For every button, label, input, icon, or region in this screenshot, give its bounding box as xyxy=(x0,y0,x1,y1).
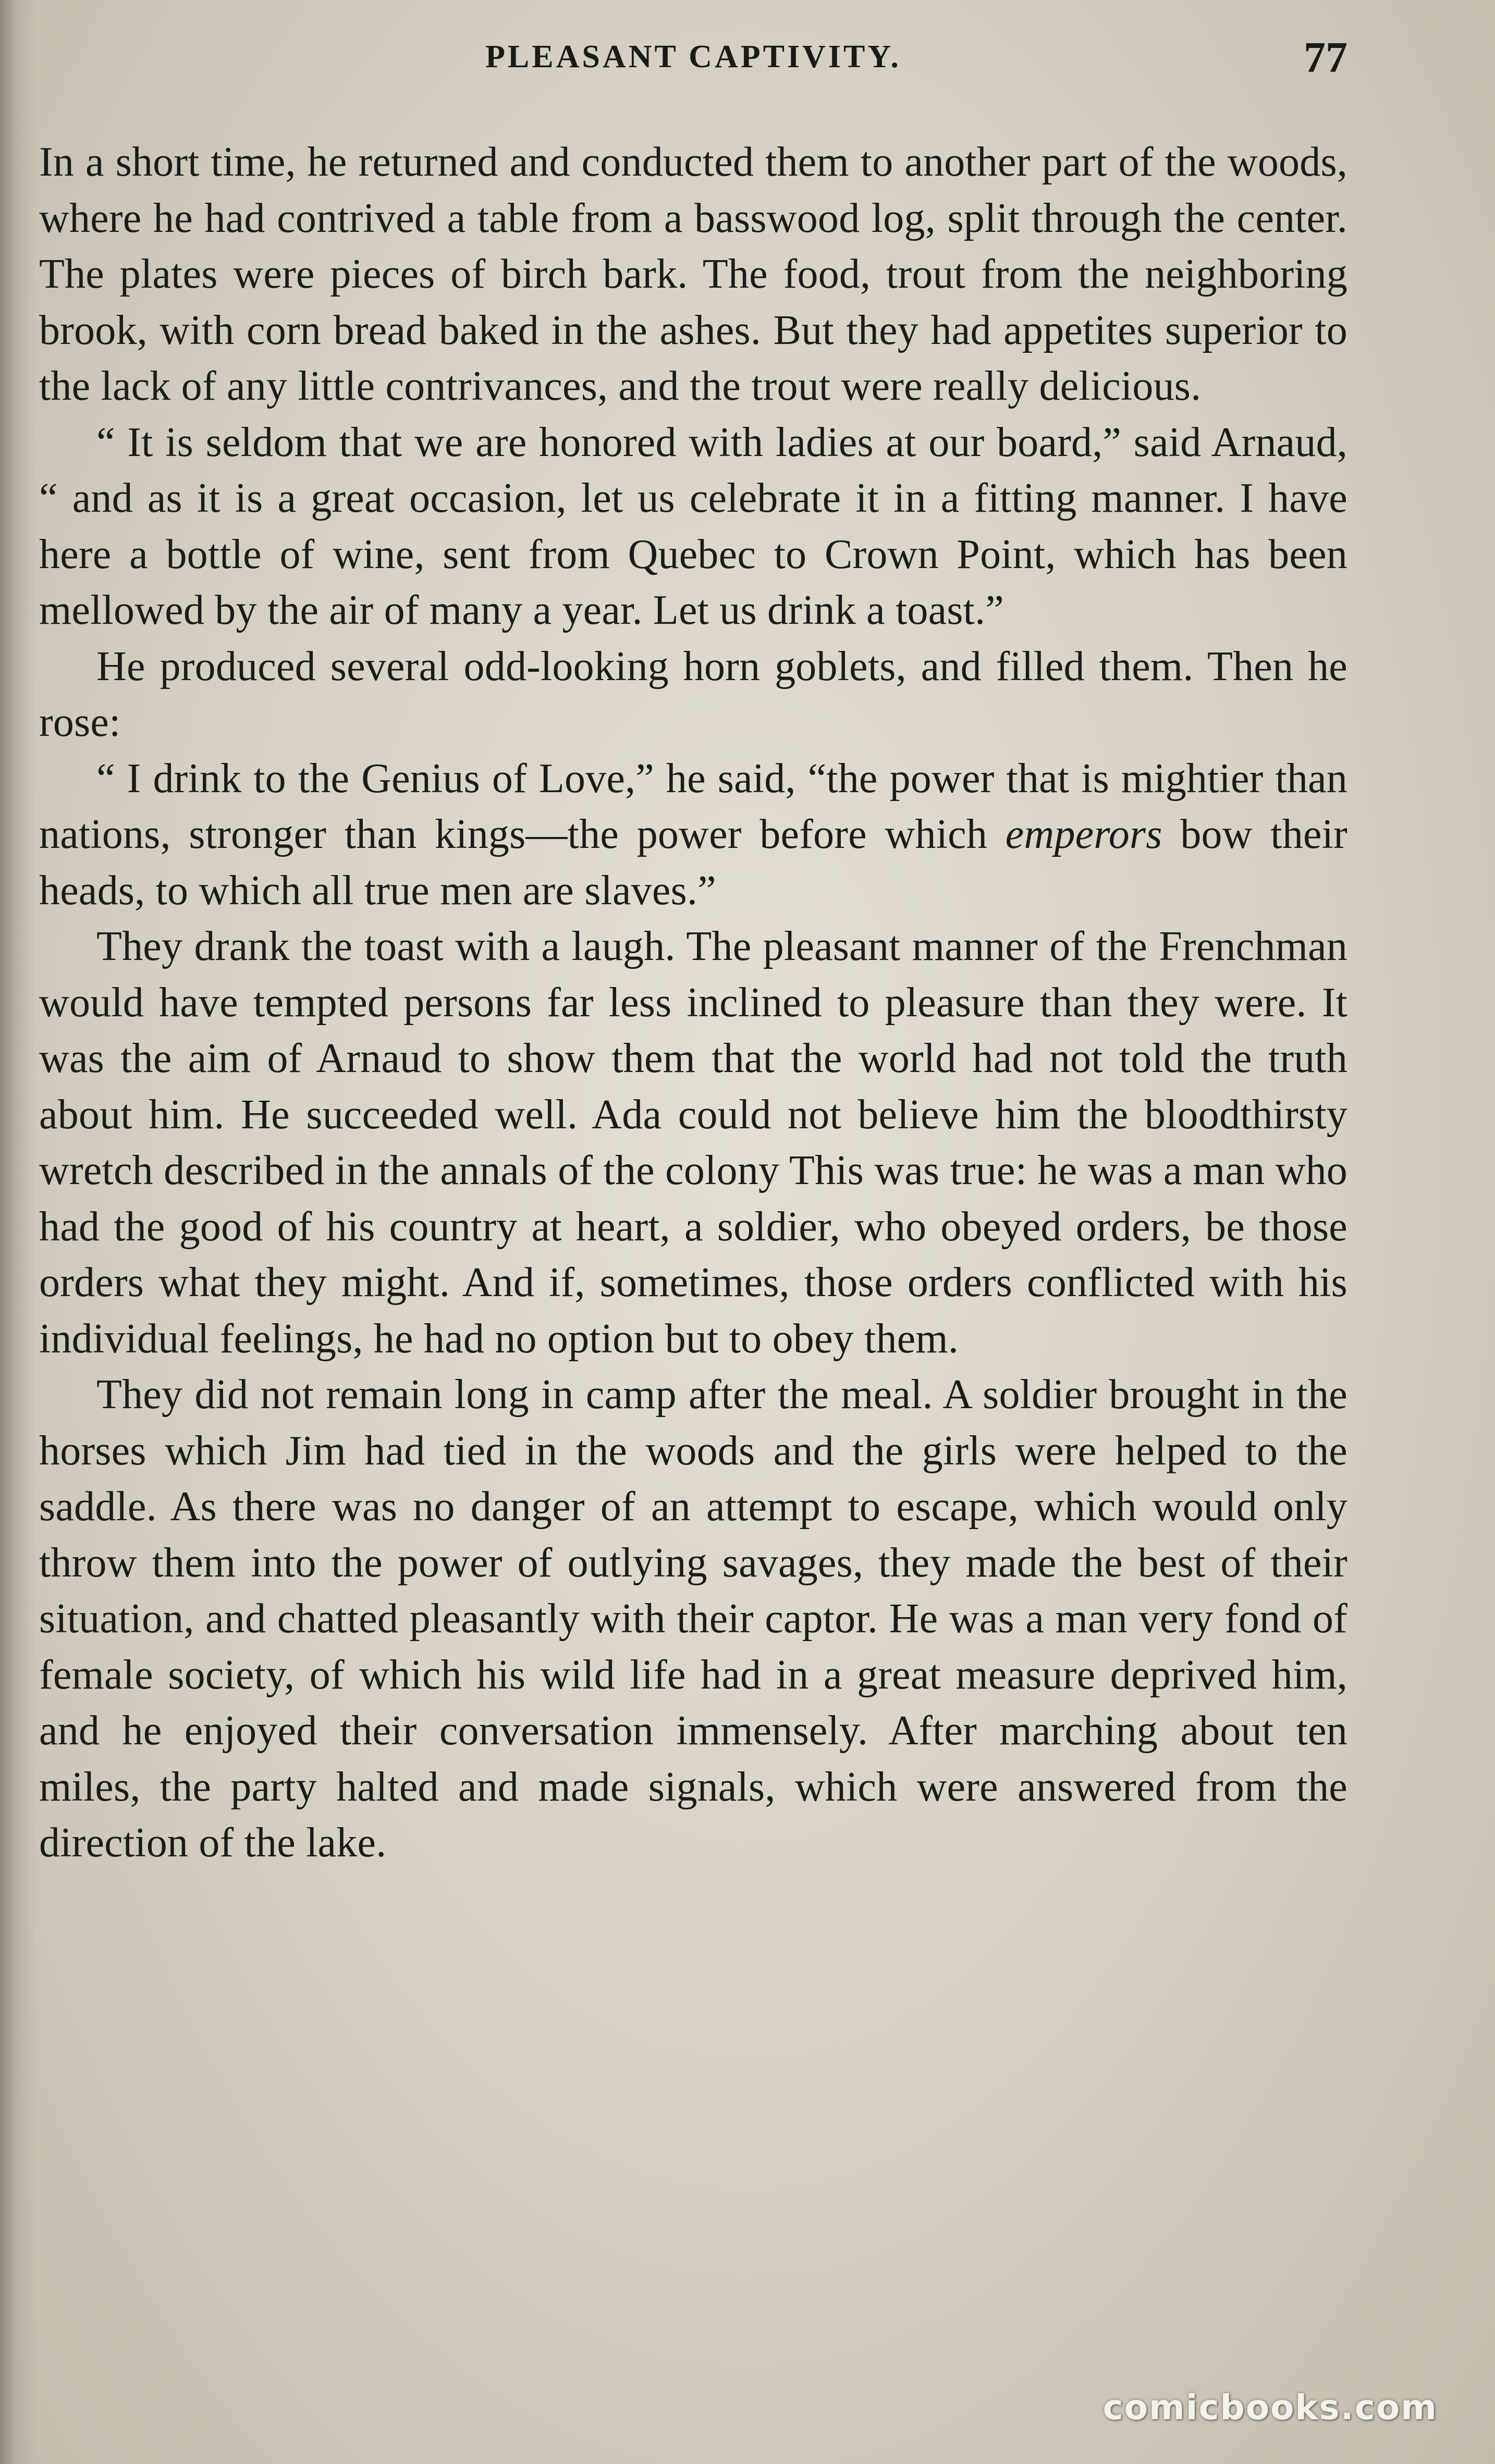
paragraph-6 xyxy=(39,1367,1347,1871)
running-title: PLEASANT CAPTIVITY. xyxy=(485,39,901,75)
paragraph-2 xyxy=(39,415,1347,639)
page-header xyxy=(39,32,1347,90)
page-number: 77 xyxy=(1304,33,1347,82)
italic-word: emperors xyxy=(1005,811,1162,857)
paragraph-text: He produced several odd-looking horn goblets, and filled them. Then he rose: xyxy=(39,643,1347,745)
paragraph-3 xyxy=(39,639,1347,751)
body-text xyxy=(39,134,1347,1871)
paragraph-text: “ It is seldom that we are honored with ladies at our board,” said Arnaud, “ and as it is a great occasion, let us celebrate it in a fitting manner. I have here a bottle of wine, sent from Quebec to Crown Point, which has been mellowed by the air of many a year. Let us drink a toast.” xyxy=(39,419,1347,633)
spine-shadow xyxy=(0,0,36,2464)
paragraph-text: “ I drink to the Genius of Love,” he said, “the power that is mightier than nations, stronger than kings—the power before which xyxy=(39,755,1347,857)
paragraph-text: They did not remain long in camp after the meal. A soldier brought in the horses which Jim had tied in the woods and the girls were helped to the saddle. As there was no danger of an attempt to escape, which would only throw them into the power of outlying savages, they made the best of their situation, and chatted pleasantly with their captor. He was a man very fond of female society, of which his wild life had in a great measure deprived him, and he enjoyed their conversation immensely. After marching about ten miles, the party halted and made signals, which were answered from the direction of the lake. xyxy=(39,1372,1347,1866)
paragraph-text: In a short time, he returned and conducted them to another part of the woods, where he had contrived a table from a basswood log, split through the center. The plates were pieces of birch bark. The food, trout from the neighboring brook, with corn bread baked in the ashes. But they had appetites superior to the lack of any little contrivances, and the trout were really delicious. xyxy=(39,139,1347,409)
watermark: comicbooks.com xyxy=(1102,2387,1438,2428)
paragraph-text: They drank the toast with a laugh. The pleasant manner of the Frenchman would have tempted persons far less inclined to pleasure than they were. It was the aim of Arnaud to show them that the world had not told the truth about him. He succeeded well. Ada could not believe him the bloodthirsty wretch described in the annals of the colony This was true: he was a man who had the good of his country at heart, a soldier, who obeyed orders, be those orders what they might. And if, sometimes, those orders conflicted with his individual feelings, he had no option but to obey them. xyxy=(39,923,1347,1362)
paragraph-1 xyxy=(39,134,1347,415)
paragraph-text: bow their heads, to which all true men are slaves.” xyxy=(39,811,1348,914)
paragraph-4 xyxy=(39,751,1347,919)
paragraph-5 xyxy=(39,919,1347,1367)
